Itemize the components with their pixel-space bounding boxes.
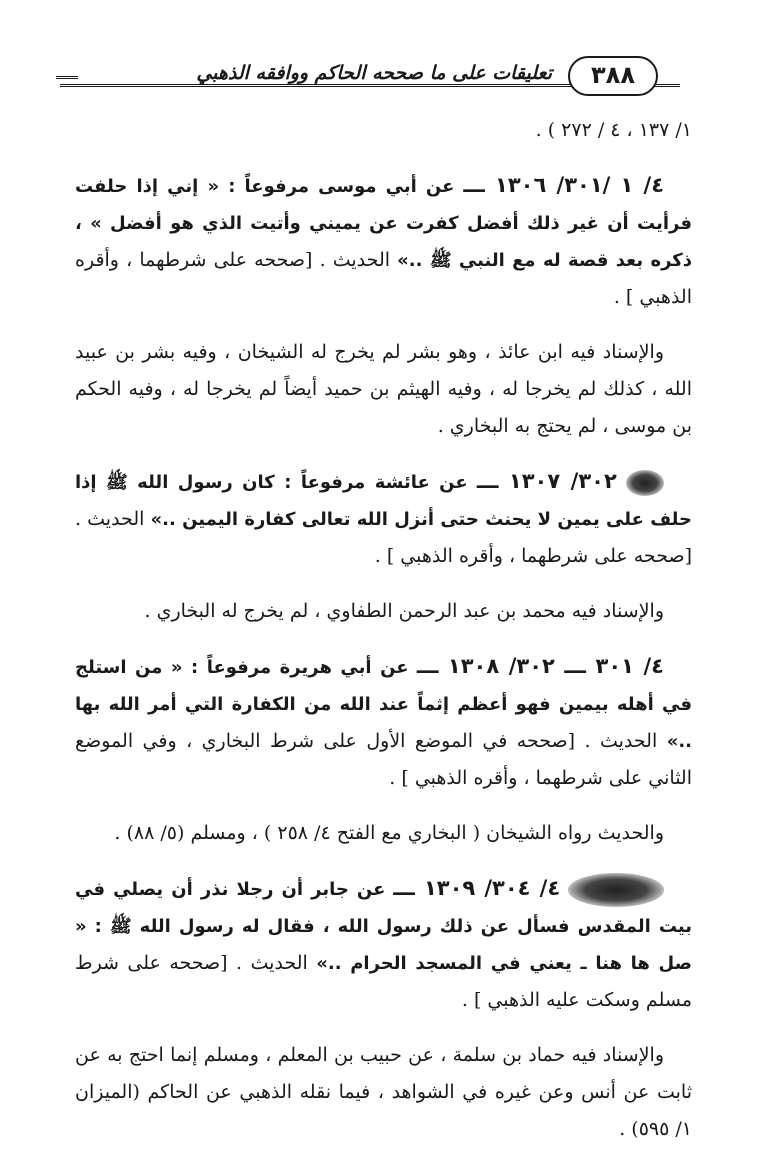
hadith-verdict: الحديث . [صححه في الموضع الأول على شرط البخاري ، وفي الموضع الثاني على شرطهما ، وأقره الذهبي ] . xyxy=(75,730,692,789)
paragraph-continuation xyxy=(75,112,692,149)
page-header xyxy=(60,58,680,98)
commentary-paragraph xyxy=(75,815,692,852)
paragraph-text: والحديث رواه الشيخان ( البخاري مع الفتح ٤/ ٢٥٨ ) ، ومسلم (٥/ ٨٨) . xyxy=(114,822,664,844)
hadith-entry-1308 xyxy=(75,648,692,797)
hadith-verdict: الحديث . [صححه على شرطهما ، وأقره الذهبي ] . xyxy=(75,249,692,308)
paragraph-text: والإسناد فيه محمد بن عبد الرحمن الطفاوي ، لم يخرج له البخاري . xyxy=(144,600,664,622)
hadith-reference: ٤/ ٣٠٤/ ١٣٠٩ ـــ xyxy=(393,876,561,900)
hadith-text: عن أبي هريرة مرفوعاً : « من استلج في أهله بيمين فهو أعظم إثماً عند الله من الكفارة التي أمر الله بها ..» xyxy=(75,657,692,752)
hadith-text: عن جابر أن رجلا نذر أن يصلي في بيت المقدس فسأل عن ذلك رسول الله ، فقال له رسول الله ﷺ : « صل ها هنا ـ يعني في المسجد الحرام ..» xyxy=(75,879,692,974)
page-body xyxy=(75,112,692,1166)
hadith-entry-1309 xyxy=(75,870,692,1019)
commentary-paragraph xyxy=(75,334,692,445)
paragraph-text: ١/ ١٣٧ ، ٤ / ٢٧٢ ) . xyxy=(535,119,692,141)
commentary-paragraph xyxy=(75,1037,692,1148)
header-ornament-left xyxy=(56,76,78,79)
paragraph-text: والإسناد فيه حماد بن سلمة ، عن حبيب بن المعلم ، ومسلم إنما احتج به عن ثابت عن أنس وعن غيره في الشواهد ، فيما نقله الذهبي عن الحاكم (الميزان ١/ ٥٩٥) . xyxy=(75,1044,692,1140)
commentary-paragraph xyxy=(75,593,692,630)
hadith-reference: ٤/ ١ /٣٠١/ ١٣٠٦ ـــ xyxy=(463,173,665,197)
hadith-text: عن أبي موسى مرفوعاً : « إني إذا حلفت فرأيت أن غير ذلك أفضل كفرت عن يميني وأتيت الذي هو أفضل » ، ذكره بعد قصة له مع النبي ﷺ ..» xyxy=(75,176,692,271)
hadith-reference: ٣٠٢/ ١٣٠٧ ـــ xyxy=(476,469,617,493)
hadith-entry-1307 xyxy=(75,463,692,575)
running-title: تعليقات على ما صححه الحاكم ووافقه الذهبي xyxy=(188,62,560,84)
page-number: ٣٨٨ xyxy=(568,56,658,96)
ink-smudge xyxy=(568,873,664,907)
hadith-text: عن عائشة مرفوعاً : كان رسول الله ﷺ إذا حلف على يمين لا يحنث حتى أنزل الله تعالى كفارة اليمين ..» xyxy=(75,472,692,530)
hadith-verdict: الحديث . [صححه على شرطهما ، وأقره الذهبي ] . xyxy=(75,508,692,567)
ink-smudge xyxy=(626,470,664,496)
hadith-reference: ٤/ ٣٠١ ـــ ٣٠٢/ ١٣٠٨ ـــ xyxy=(416,654,664,678)
hadith-entry-1306 xyxy=(75,167,692,316)
hadith-verdict: الحديث . [صححه على شرط مسلم وسكت عليه الذهبي ] . xyxy=(75,952,692,1011)
paragraph-text: والإسناد فيه ابن عائذ ، وهو بشر لم يخرج له الشيخان ، وفيه بشر بن عبيد الله ، كذلك لم يخرجا له ، وفيه الهيثم بن حميد أيضاً لم يخرجا له ، وفيه الحكم بن موسى ، لم يحتج به البخاري . xyxy=(75,341,692,437)
